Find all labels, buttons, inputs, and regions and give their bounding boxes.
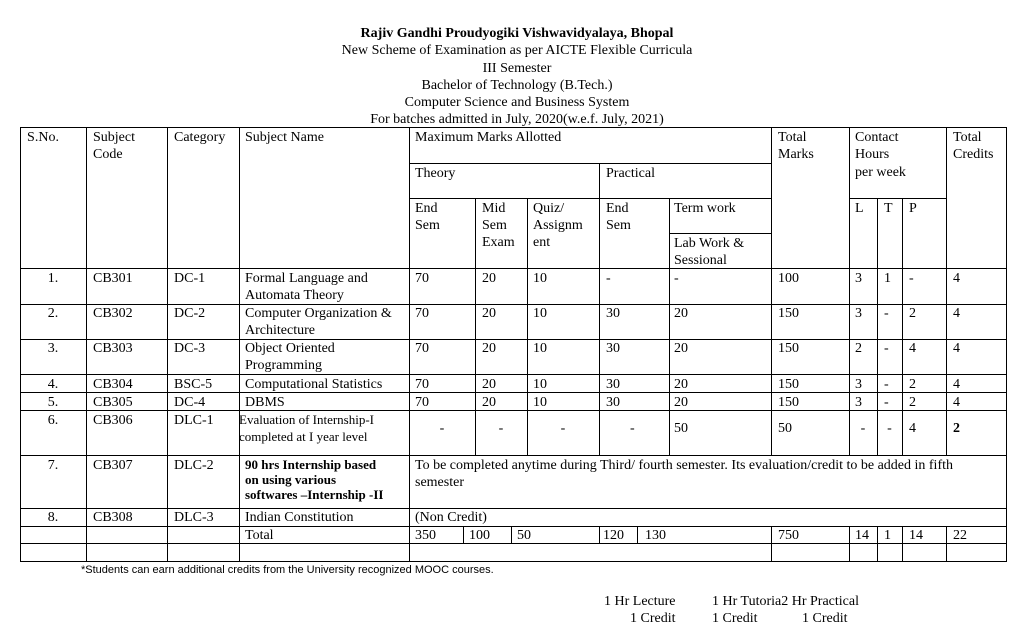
cell-credits: 4	[953, 395, 960, 410]
cell-note-2: semester	[415, 475, 464, 490]
cell-total: 100	[778, 271, 799, 286]
col-theory-end-sem: End	[415, 201, 438, 216]
cell-subject-name: DBMS	[245, 395, 285, 410]
cell-subject-name: Indian Constitution	[245, 510, 354, 525]
col-sno: S.No.	[27, 130, 59, 145]
cell-t: 1	[884, 271, 891, 286]
cell-credits: 4	[953, 341, 960, 356]
cell-subject-name-2: on using various	[245, 472, 337, 487]
scheme-title: New Scheme of Examination as per AICTE Flexible Curricula	[341, 43, 693, 58]
col-contact: Contact	[855, 130, 899, 145]
cell-sno: 6.	[47, 413, 59, 428]
col-category: Category	[174, 130, 226, 145]
legend-lecture: 1 Hr Lecture	[604, 594, 676, 609]
cell-end-sem: 70	[415, 395, 429, 410]
col-quiz: Quiz/	[533, 201, 565, 216]
cell-t: -	[884, 395, 889, 410]
cell-quiz: 10	[533, 306, 547, 321]
cell-sno: 3.	[47, 341, 59, 356]
cell-code: CB308	[93, 510, 133, 525]
cell-total: 50	[778, 421, 792, 436]
cell-lab-work: 20	[674, 306, 688, 321]
cell-mid-sem: 20	[482, 271, 496, 286]
cell-sno: 5.	[47, 395, 59, 410]
col-quiz-2: Assignm	[533, 218, 583, 233]
legend-practical-credit: 1 Credit	[802, 611, 848, 626]
totals-label: Total	[245, 528, 274, 543]
legend-tutorial-credit: 1 Credit	[712, 611, 758, 626]
cell-l: 3	[855, 395, 862, 410]
totals-practical-end: 120	[603, 528, 624, 543]
cell-code: CB304	[93, 377, 133, 392]
col-lab-work: Lab Work &	[674, 236, 745, 251]
col-practical-end-sem: End	[606, 201, 629, 216]
col-total-marks-2: Marks	[778, 147, 814, 162]
cell-category: DC-4	[174, 395, 206, 410]
cell-lab-work: 20	[674, 377, 688, 392]
col-practical-end-sem-2: Sem	[606, 218, 631, 233]
cell-quiz: 10	[533, 341, 547, 356]
col-term-work: Term work	[674, 201, 736, 216]
cell-end-sem: 70	[415, 377, 429, 392]
cell-t: -	[884, 377, 889, 392]
cell-credits: 2	[953, 421, 960, 436]
cell-subject-name: Object Oriented Programming	[245, 341, 335, 373]
cell-subject-name: 90 hrs Internship based	[245, 457, 377, 472]
cell-lab-work: -	[674, 271, 679, 286]
cell-mid-sem: -	[498, 421, 504, 436]
cell-t: -	[884, 306, 889, 321]
cell-l: 2	[855, 341, 862, 356]
cell-p: -	[909, 271, 914, 286]
col-max-marks: Maximum Marks Allotted	[415, 130, 562, 145]
cell-practical-end: 30	[606, 377, 620, 392]
totals-lab-work: 130	[645, 528, 666, 543]
cell-lab-work: 20	[674, 341, 688, 356]
cell-sno: 8.	[47, 510, 59, 525]
totals-marks: 750	[778, 528, 799, 543]
totals-p: 14	[909, 528, 923, 543]
cell-code: CB303	[93, 341, 133, 356]
cell-total: 150	[778, 377, 799, 392]
cell-total: 150	[778, 306, 799, 321]
cell-mid-sem: 20	[482, 377, 496, 392]
cell-p: 4	[909, 421, 916, 436]
cell-category: DC-1	[174, 271, 206, 286]
cell-end-sem: 70	[415, 341, 429, 356]
totals-end-sem: 350	[415, 528, 436, 543]
totals-mid-sem: 100	[469, 528, 490, 543]
cell-subject-name: Evaluation of Internship-I	[239, 412, 375, 427]
col-quiz-3: ent	[533, 235, 551, 250]
col-code-2: Code	[93, 147, 123, 162]
cell-practical-end: 30	[606, 306, 620, 321]
cell-mid-sem: 20	[482, 341, 496, 356]
cell-end-sem: 70	[415, 306, 429, 321]
totals-t: 1	[884, 528, 891, 543]
col-credits-2: Credits	[953, 147, 994, 162]
cell-code: CB305	[93, 395, 133, 410]
col-contact-2: Hours	[855, 147, 890, 162]
cell-sno: 1.	[47, 271, 59, 286]
cell-lab-work: 20	[674, 395, 688, 410]
cell-practical-end: 30	[606, 341, 620, 356]
col-total-marks: Total	[778, 130, 807, 145]
cell-category: DC-2	[174, 306, 206, 321]
cell-subject-name: Computer Organization & Architecture	[245, 306, 392, 338]
cell-total: 150	[778, 395, 799, 410]
cell-code: CB307	[93, 458, 133, 473]
totals-credits: 22	[953, 528, 967, 543]
cell-category: DLC-1	[174, 413, 214, 428]
cell-p: 2	[909, 306, 916, 321]
col-p: P	[909, 201, 917, 216]
col-credits: Total	[953, 130, 982, 145]
cell-mid-sem: 20	[482, 395, 496, 410]
col-code: Subject	[93, 130, 135, 145]
batches-title: For batches admitted in July, 2020(w.e.f. July, 2021)	[370, 112, 664, 127]
cell-quiz: -	[560, 421, 566, 436]
cell-quiz: 10	[533, 377, 547, 392]
cell-category: DLC-2	[174, 458, 214, 473]
cell-note: To be completed anytime during Third/ fourth semester. Its evaluation/credit to be added in fifth	[415, 458, 954, 473]
cell-sno: 4.	[47, 377, 59, 392]
col-mid-sem: Mid	[482, 201, 506, 216]
col-subject-name: Subject Name	[245, 130, 324, 145]
cell-total: 150	[778, 341, 799, 356]
cell-category: DC-3	[174, 341, 206, 356]
cell-credits: 4	[953, 306, 960, 321]
col-mid-sem-2: Sem	[482, 218, 507, 233]
cell-t: -	[887, 421, 892, 436]
col-lab-work-2: Sessional	[674, 253, 727, 268]
col-mid-sem-3: Exam	[482, 235, 515, 250]
cell-p: 2	[909, 395, 916, 410]
col-theory-end-sem-2: Sem	[415, 218, 440, 233]
cell-end-sem: -	[439, 421, 445, 436]
cell-subject-name-2: completed at I year level	[239, 429, 368, 444]
semester-title: III Semester	[482, 61, 552, 76]
cell-category: BSC-5	[174, 377, 213, 392]
cell-credits: 4	[953, 271, 960, 286]
cell-t: -	[884, 341, 889, 356]
cell-end-sem: 70	[415, 271, 429, 286]
cell-l: 3	[855, 377, 862, 392]
cell-l: 3	[855, 271, 862, 286]
cell-practical-end: -	[630, 421, 635, 436]
totals-l: 14	[855, 528, 869, 543]
university-title: Rajiv Gandhi Proudyogiki Vishwavidyalaya, Bhopal	[360, 26, 674, 41]
cell-l: -	[860, 421, 866, 436]
col-t: T	[884, 201, 893, 216]
cell-code: CB302	[93, 306, 133, 321]
cell-practical-end: -	[606, 271, 611, 286]
totals-quiz: 50	[517, 528, 531, 543]
footnote: *Students can earn additional credits from the University recognized MOOC courses.	[81, 564, 494, 576]
cell-lab-work: 50	[674, 421, 688, 436]
col-practical: Practical	[606, 166, 655, 181]
cell-credits: 4	[953, 377, 960, 392]
cell-p: 4	[909, 341, 916, 356]
cell-sno: 2.	[47, 306, 59, 321]
cell-quiz: 10	[533, 395, 547, 410]
cell-code: CB301	[93, 271, 133, 286]
cell-note: (Non Credit)	[415, 510, 487, 525]
cell-subject-name: Formal Language and Automata Theory	[245, 271, 368, 303]
cell-code: CB306	[93, 413, 133, 428]
cell-category: DLC-3	[174, 510, 214, 525]
cell-p: 2	[909, 377, 916, 392]
legend-tutorial-practical: 1 Hr Tutoria2 Hr Practical	[712, 594, 859, 609]
legend-lecture-credit: 1 Credit	[630, 611, 676, 626]
cell-practical-end: 30	[606, 395, 620, 410]
degree-title: Bachelor of Technology (B.Tech.)	[421, 78, 613, 93]
cell-quiz: 10	[533, 271, 547, 286]
branch-title: Computer Science and Business System	[404, 95, 630, 110]
cell-l: 3	[855, 306, 862, 321]
cell-subject-name-3: softwares –Internship -II	[245, 487, 384, 502]
col-theory: Theory	[415, 166, 456, 181]
cell-mid-sem: 20	[482, 306, 496, 321]
col-l: L	[855, 201, 864, 216]
col-contact-3: per week	[855, 165, 906, 180]
cell-subject-name: Computational Statistics	[245, 377, 383, 392]
cell-sno: 7.	[47, 458, 59, 473]
